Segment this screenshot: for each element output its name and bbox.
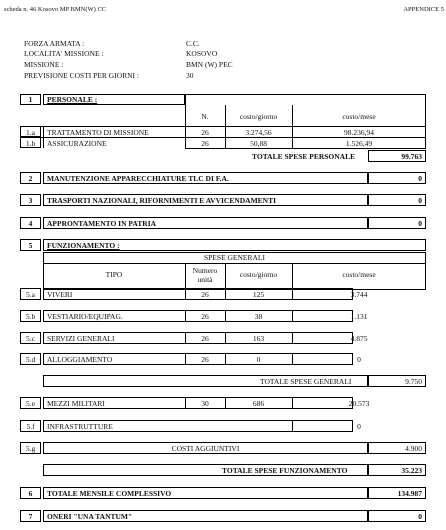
row-cost-month: 1.526,49	[345, 139, 373, 148]
section-title: MANUTENZIONE APPARECCHIATURE TLC DI F.A.	[47, 174, 229, 183]
row-id: 5.b	[25, 312, 36, 321]
info-label: FORZA ARMATA :	[24, 39, 85, 48]
row-total: 4.900	[405, 444, 422, 453]
total-label: TOTALE SPESE FUNZIONAMENTO	[222, 466, 348, 475]
row-cost-day: 686	[252, 399, 265, 408]
info-label: LOCALITA' MISSIONE :	[24, 49, 104, 58]
row-n: 26	[201, 139, 209, 148]
funzionamento-total: 35.223	[401, 466, 422, 475]
section-title: FUNZIONAMENTO :	[47, 241, 120, 250]
section-number: 2	[28, 174, 33, 183]
row-n: 30	[201, 399, 209, 408]
row-label: SERVIZI GENERALI	[47, 334, 115, 343]
column-header-cost-month: costo/mese	[342, 112, 376, 121]
row-cost-day: 163	[252, 334, 265, 343]
document-header-right: APPENDICE 5	[403, 6, 444, 13]
row-id: 5.d	[25, 355, 36, 364]
row-label: VIVERI	[47, 290, 73, 299]
row-label: COSTI AGGIUNTIVI	[171, 444, 240, 453]
row-n: 26	[201, 334, 209, 343]
row-cost-month: 3.744	[350, 290, 368, 299]
row-label: ALLOGGIAMENTO	[47, 355, 113, 364]
row-id: 5.f	[26, 422, 35, 431]
section-title: ONERI "UNA TANTUM"	[47, 512, 133, 521]
document-header-left: scheda n. 46 Kosovo MP BMN(W) CC	[4, 6, 107, 13]
row-id: 1.b	[25, 139, 36, 148]
section-title: TOTALE MENSILE COMPLESSIVO	[47, 489, 172, 498]
total-label: TOTALE SPESE GENERALI	[260, 377, 352, 386]
general-total: 9.750	[405, 377, 422, 386]
section-total: 0	[418, 174, 422, 183]
row-id: 5.c	[26, 334, 35, 343]
row-cost-month: 98.236,94	[344, 128, 374, 137]
row-n: 26	[201, 128, 209, 137]
section-number: 5	[28, 241, 33, 250]
section-total: 0	[418, 196, 422, 205]
section-number: 6	[28, 489, 33, 498]
section-title: APPRONTAMENTO IN PATRIA	[47, 219, 157, 228]
row-n: 26	[201, 312, 209, 321]
section-number: 1	[28, 95, 33, 104]
row-cost-month: 1.131	[350, 312, 368, 321]
personale-total: 99.763	[401, 152, 422, 161]
info-value: BMN (W) PEC	[186, 60, 233, 69]
column-header-units: unità	[197, 275, 213, 284]
column-header-cost-day: costo/giorno	[239, 270, 278, 279]
section-title: TRASPORTI NAZIONALI, RIFORNIMENTI E AVVICENDAMENTI	[47, 196, 277, 205]
row-n: 26	[201, 290, 209, 299]
row-cost-month: 0	[357, 355, 361, 364]
group-title: SPESE GENERALI	[203, 253, 266, 262]
row-n: 26	[201, 355, 209, 364]
column-header-type: TIPO	[105, 270, 123, 279]
row-id: 5.a	[26, 290, 35, 299]
row-label: VESTIARIO/EQUIPAG.	[47, 312, 123, 321]
row-label: INFRASTRUTTURE	[47, 422, 113, 431]
info-label: MISSIONE :	[24, 60, 64, 69]
row-cost-day: 125	[252, 290, 265, 299]
row-label: MEZZI MILITARI	[47, 399, 105, 408]
row-id: 5.g	[25, 444, 36, 453]
column-header-cost-day: costo/giorno	[239, 112, 278, 121]
row-cost-month: 0	[357, 422, 361, 431]
grand-total: 134.987	[397, 489, 422, 498]
row-cost-day: 0	[256, 355, 261, 364]
row-cost-day: 50,88	[250, 139, 267, 148]
row-cost-day: 38	[254, 312, 263, 321]
row-label: TRATTAMENTO DI MISSIONE	[47, 128, 149, 137]
section-total: 0	[418, 512, 422, 521]
info-value: 30	[186, 71, 194, 80]
column-header-units: Numero	[192, 266, 218, 275]
column-header-n: N.	[201, 112, 209, 121]
row-cost-day: 3.274,56	[245, 128, 272, 137]
column-header-cost-month: costo/mese	[342, 270, 376, 279]
row-id: 5.e	[26, 399, 35, 408]
info-value: C.C.	[186, 39, 200, 48]
row-label: ASSICURAZIONE	[47, 139, 107, 148]
section-total: 0	[418, 219, 422, 228]
row-cost-month: 4.875	[350, 334, 368, 343]
section-number: 7	[28, 512, 33, 521]
info-label: PREVISIONE COSTI PER GIORNI :	[24, 71, 140, 80]
section-number: 3	[28, 196, 33, 205]
total-label: TOTALE SPESE PERSONALE	[252, 152, 356, 161]
info-value: KOSOVO	[186, 49, 218, 58]
section-title: PERSONALE :	[47, 95, 98, 104]
section-number: 4	[28, 219, 33, 228]
row-id: 1.a	[26, 128, 35, 137]
row-cost-month: 20.573	[348, 399, 370, 408]
